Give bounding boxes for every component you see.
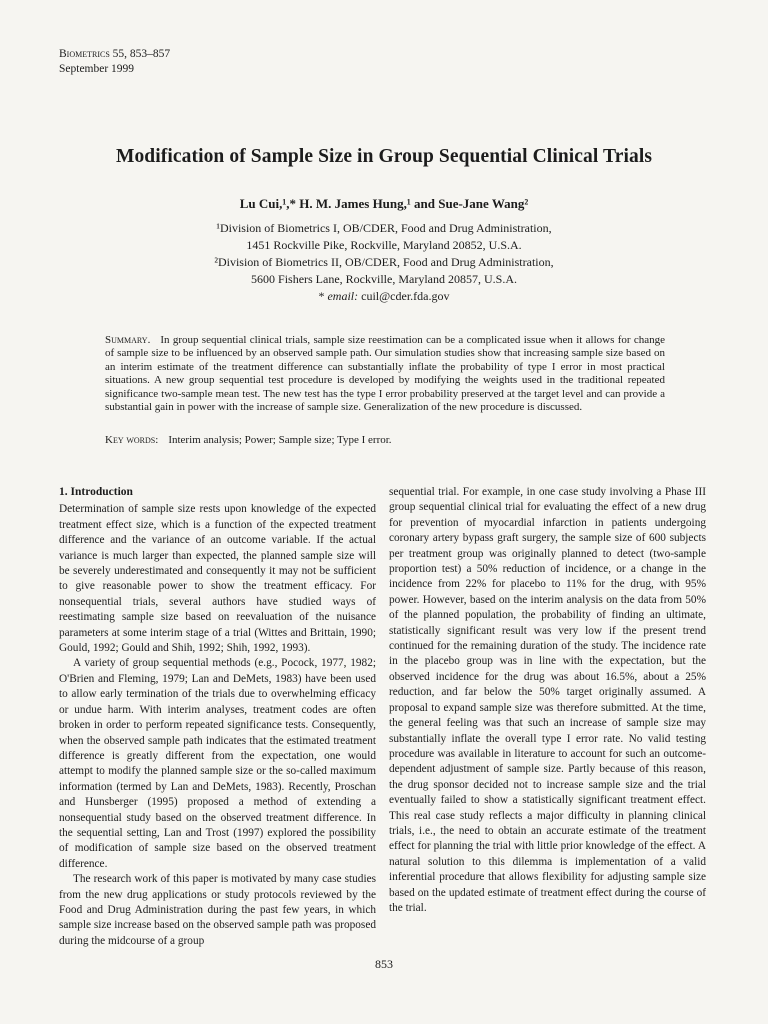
volume-pages: 55, 853–857 xyxy=(112,48,171,60)
affiliation-line: ¹Division of Biometrics I, OB/CDER, Food and Drug Administration, xyxy=(216,221,552,235)
corresponding-email xyxy=(0,288,768,305)
paragraph: Determination of sample size rests upon knowledge of the expected treatment effect size, which is a function of the expected treatment difference and the variance of an outcome variable. If the actual variance is much larger than expected, the planned sample size will be severely underestimated and consequently it may not be sufficient to give reasonable power to show the treatment efficacy. For nonsequential trials, several authors have studied ways of reestimating sample size based on reevaluation of the nuisance parameters at some interim stage of a trial (Wittes and Brittain, 1990; Gould, 1992; Gould and Shih, 1992; Shih, 1992, 1993). xyxy=(59,503,376,655)
author-list: Lu Cui,¹,* H. M. James Hung,¹ and Sue-Jane Wang² xyxy=(239,196,529,211)
summary-text: In group sequential clinical trials, sample size reestimation can be a complicated issue when it allows for change of sample size to be influenced by an observed sample path. Our simulation studies show that increasing sample size based on an interim estimate of the treatment difference can substantially inflate the probability of type I error in most practical situations. A new group sequential test procedure is developed by modifying the weights used in the traditional repeated significance two-sample mean test. The new test has the type I error probability preserved at the target level and can provide a substantial gain in power with the increase of sample size. Generalization of the new procedure is discussed. xyxy=(105,334,665,414)
email-marker: * xyxy=(318,289,328,303)
affiliation-line: 5600 Fishers Lane, Rockville, Maryland 20857, U.S.A. xyxy=(251,272,517,286)
key-words-text: Interim analysis; Power; Sample size; Type I error. xyxy=(168,434,392,446)
email-address: cuil@cder.fda.gov xyxy=(358,289,450,303)
affiliation-line: 1451 Rockville Pike, Rockville, Maryland 20852, U.S.A. xyxy=(246,238,522,252)
affiliation-line: ²Division of Biometrics II, OB/CDER, Food and Drug Administration, xyxy=(214,255,554,269)
paragraph: A variety of group sequential methods (e.g., Pocock, 1977, 1982; O'Brien and Fleming, 1979; Lan and DeMets, 1983) have been used to allow early termination of the trials due to overwhelming efficacy or undue harm. With interim analyses, treatment codes are often broken in order to perform repeated significance tests. Consequently, when the observed sample path indicates that the estimated treatment difference is greatly different from the expectation, one would attempt to modify the planned sample size or the so-called maximum information (termed by Lan and DeMets, 1983). Recently, Proschan and Hunsberger (1995) proposed a method of extending a nonsequential study based on the observed treatment difference. In the sequential setting, Lan and Trost (1997) explored the possibility of modification of sample size based on the observed treatment difference. xyxy=(59,657,376,870)
key-words-label: Key words: xyxy=(105,434,159,446)
abstract-summary xyxy=(105,334,665,414)
issue-date: September 1999 xyxy=(59,63,135,75)
paper-title: Modification of Sample Size in Group Sequential Clinical Trials xyxy=(115,146,653,167)
paragraph: sequential trial. For example, in one case study involving a Phase III group sequential clinical trial for evaluating the effect of a new drug for prevention of myocardial infarction in patients undergoing coronary artery bypass graft surgery, the sample size of 600 subjects per treatment group was originally planned to detect (two-sample proportion test) a 50% reduction of incidence, or a change in the incidence from 22% for placebo to 11% for the drug, with 95% power. However, based on the interim analysis on the data from 50% of the planned population, the probability of finding an ultimate, statistically significant result was very low if the present trend continued for the remaining duration of the study. The incidence rate in the placebo group was in line with the expectation, but the observed incidence for the drug was about 16.5%, about a 25% reduction, and far below the 50% target originally assumed. A proposal to expand sample size was therefore submitted. At the time, the general feeling was that such an increase of sample size may substantially inflate the overall type I error rate. No valid testing procedure was available in literature to account for such an outcome-dependent adjustment of sample size. Partly because of this reason, the drug sponsor decided not to increase sample size and the trial eventually failed to show a statistically significant treatment effect. This real case study reflects a major difficulty in planning clinical trials, i.e., the need to obtain an accurate estimate of the treatment effect for planning the trial with little prior knowledge of the effect. A natural solution to this dilemma is implementation of a valid inferential procedure that allows flexibility for adjusting sample size based on the updated estimate of treatment effect during the course of the trial. xyxy=(389,486,706,914)
affiliations xyxy=(0,220,768,305)
page-number: 853 xyxy=(375,957,393,971)
paragraph: The research work of this paper is motivated by many case studies from the new drug applications or study protocols reviewed by the Food and Drug Administration during the past few years, in which sample size increase based on the observed sample path was proposed during the midcourse of a group xyxy=(59,873,376,947)
right-column xyxy=(389,485,706,916)
journal-name: Biometrics xyxy=(59,48,110,60)
section-heading-introduction: 1. Introduction xyxy=(59,486,133,498)
summary-label: Summary. xyxy=(105,334,151,346)
email-label: email: xyxy=(327,289,359,303)
left-column xyxy=(59,485,376,949)
key-words xyxy=(105,433,665,447)
running-head xyxy=(59,47,170,77)
